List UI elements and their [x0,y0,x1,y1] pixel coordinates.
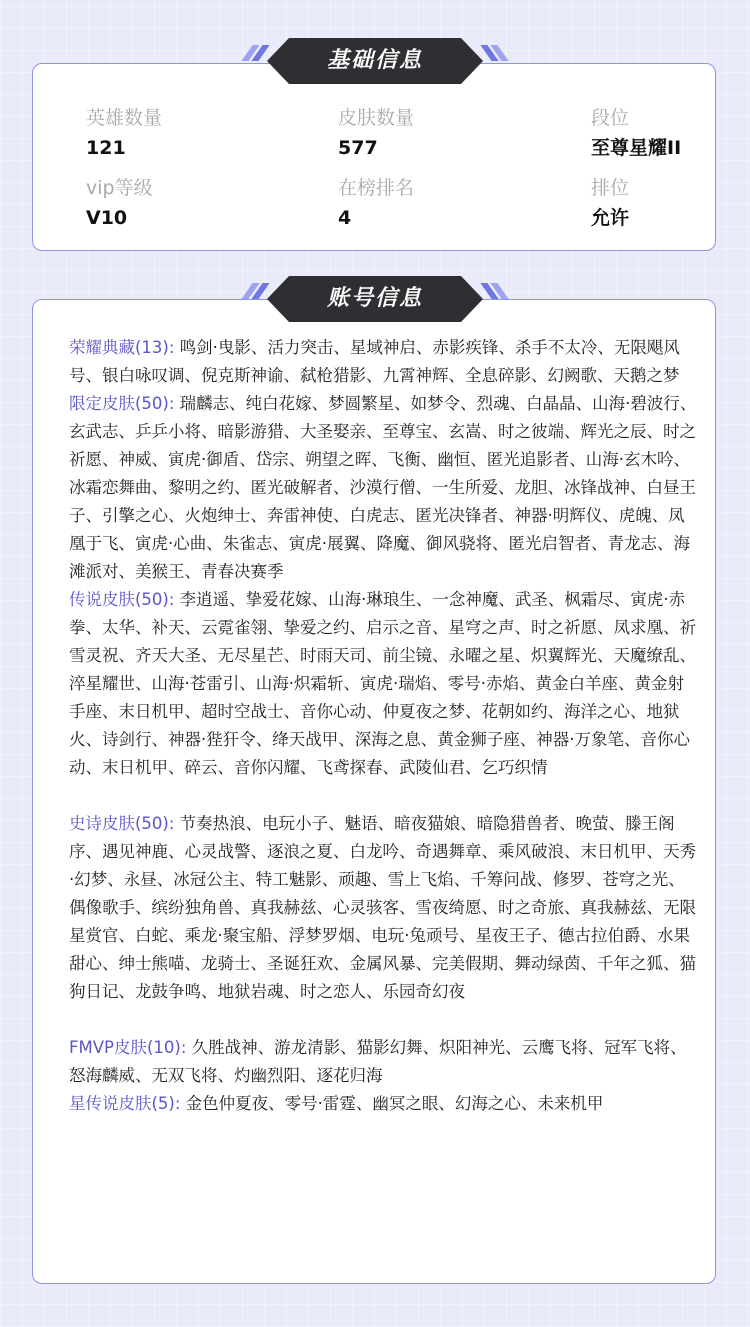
field-label: 段位 [591,107,630,129]
skin-section-honor [69,334,697,390]
section-text: 节奏热浪、电玩小子、魅语、暗夜猫娘、暗隐猎兽者、晚萤、滕王阁序、遇见神鹿、心灵战警、逐浪之夏、白龙吟、奇遇舞章、乘风破浪、末日机甲、天秀·幻梦、永昼、冰冠公主、特工魅影、顽趣、雪上飞焰、千筹问战、修罗、苍穹之光、偶像歌手、缤纷独角兽、真我赫兹、心灵骇客、雪夜绮愿、时之奇旅、真我赫兹、无限星赏官、白蛇、乘龙·聚宝船、浮梦罗烟、电玩·兔顽号、星夜王子、德古拉伯爵、水果甜心、绅士熊喵、龙骑士、圣诞狂欢、金属风暴、完美假期、舞动绿茵、千年之狐、猫狗日记、龙鼓争鸣、地狱岩魂、时之恋人、乐园奇幻夜 [69,814,696,1001]
hero-count-field [86,104,306,162]
leaderboard-rank-field [338,174,558,232]
skin-section-fmvp [69,1034,697,1090]
section-label: 史诗皮肤(50): [69,814,175,833]
account-info-card [32,299,716,1284]
vip-level-field [86,174,306,232]
account-info-banner [267,276,483,322]
field-value: 577 [338,137,378,159]
field-value: 至尊星耀II [591,137,682,159]
skin-count-field [338,104,558,162]
section-label: FMVP皮肤(10): [69,1038,187,1057]
rank-tier-field [591,104,750,162]
section-label: 限定皮肤(50): [69,394,175,413]
section-text: 久胜战神、游龙清影、猫影幻舞、炽阳神光、云鹰飞将、冠军飞将、怒海麟威、无双飞将、灼幽烈阳、逐花归海 [69,1038,687,1085]
field-value: 允许 [591,207,630,229]
section-text: 金色仲夏夜、零号·雷霆、幽冥之眼、幻海之心、未来机甲 [180,1094,604,1113]
field-label: 在榜排名 [338,177,415,199]
ranked-allowed-field [591,174,750,232]
section-label: 传说皮肤(50): [69,590,175,609]
skin-section-epic [69,810,697,1006]
field-label: 英雄数量 [86,107,163,129]
section-label: 荣耀典藏(13): [69,338,175,357]
basic-info-card [32,63,716,251]
field-value: 4 [338,207,352,229]
section-label: 星传说皮肤(5): [69,1094,181,1113]
field-label: vip等级 [86,177,153,199]
field-label: 皮肤数量 [338,107,415,129]
section-title: 账号信息 [326,286,423,311]
skin-section-star-legend [69,1090,697,1118]
section-text: 瑞麟志、纯白花嫁、梦圆繁星、如梦令、烈魂、白晶晶、山海·碧波行、玄武志、乒乒小将、暗影游猎、大圣娶亲、至尊宝、玄嵩、时之彼端、辉光之辰、时之祈愿、神威、寅虎·御盾、岱宗、朔望之晖、飞衡、幽恒、匿光追影者、山海·玄木吟、冰霜恋舞曲、黎明之约、匿光破解者、沙漠行僧、一生所爱、龙胆、冰锋战神、白昼王子、引擎之心、火炮绅士、奔雷神使、白虎志、匿光决锋者、神器·明辉仪、虎魄、凤凰于飞、寅虎·心曲、朱雀志、寅虎·展翼、降魔、御风骁将、匿光启智者、青龙志、海滩派对、美猴王、青春决赛季 [69,394,697,581]
section-title: 基础信息 [326,48,423,73]
skin-section-limited [69,390,697,586]
field-value: 121 [86,137,126,159]
account-skin-list [69,334,697,1118]
skin-section-legend [69,586,697,782]
section-text: 鸣剑·曳影、活力突击、星域神启、赤影疾锋、杀手不太冷、无限飓风号、银白咏叹调、倪克斯神谕、弑枪猎影、九霄神辉、全息碎影、幻阙歌、天鹅之梦 [69,338,680,385]
basic-info-banner [267,38,483,84]
field-label: 排位 [591,177,630,199]
section-text: 李逍遥、挚爱花嫁、山海·琳琅生、一念神魔、武圣、枫霜尽、寅虎·赤拳、太华、补天、云霓雀翎、挚爱之约、启示之音、星穹之声、时之祈愿、凤求凰、祈雪灵祝、齐天大圣、无尽星芒、时雨天司、前尘镜、永曜之星、炽翼辉光、天魔缭乱、淬星耀世、山海·苍雷引、山海·炽霜斩、寅虎·瑞焰、零号·赤焰、黄金白羊座、黄金射手座、末日机甲、超时空战士、音你心动、仲夏夜之梦、花朝如约、海洋之心、地狱火、诗剑行、神器·狴犴令、绛天战甲、深海之息、黄金狮子座、神器·万象笔、音你心动、末日机甲、碎云、音你闪耀、飞鸢探春、武陵仙君、乞巧织情 [69,590,696,777]
field-value: V10 [86,207,128,229]
